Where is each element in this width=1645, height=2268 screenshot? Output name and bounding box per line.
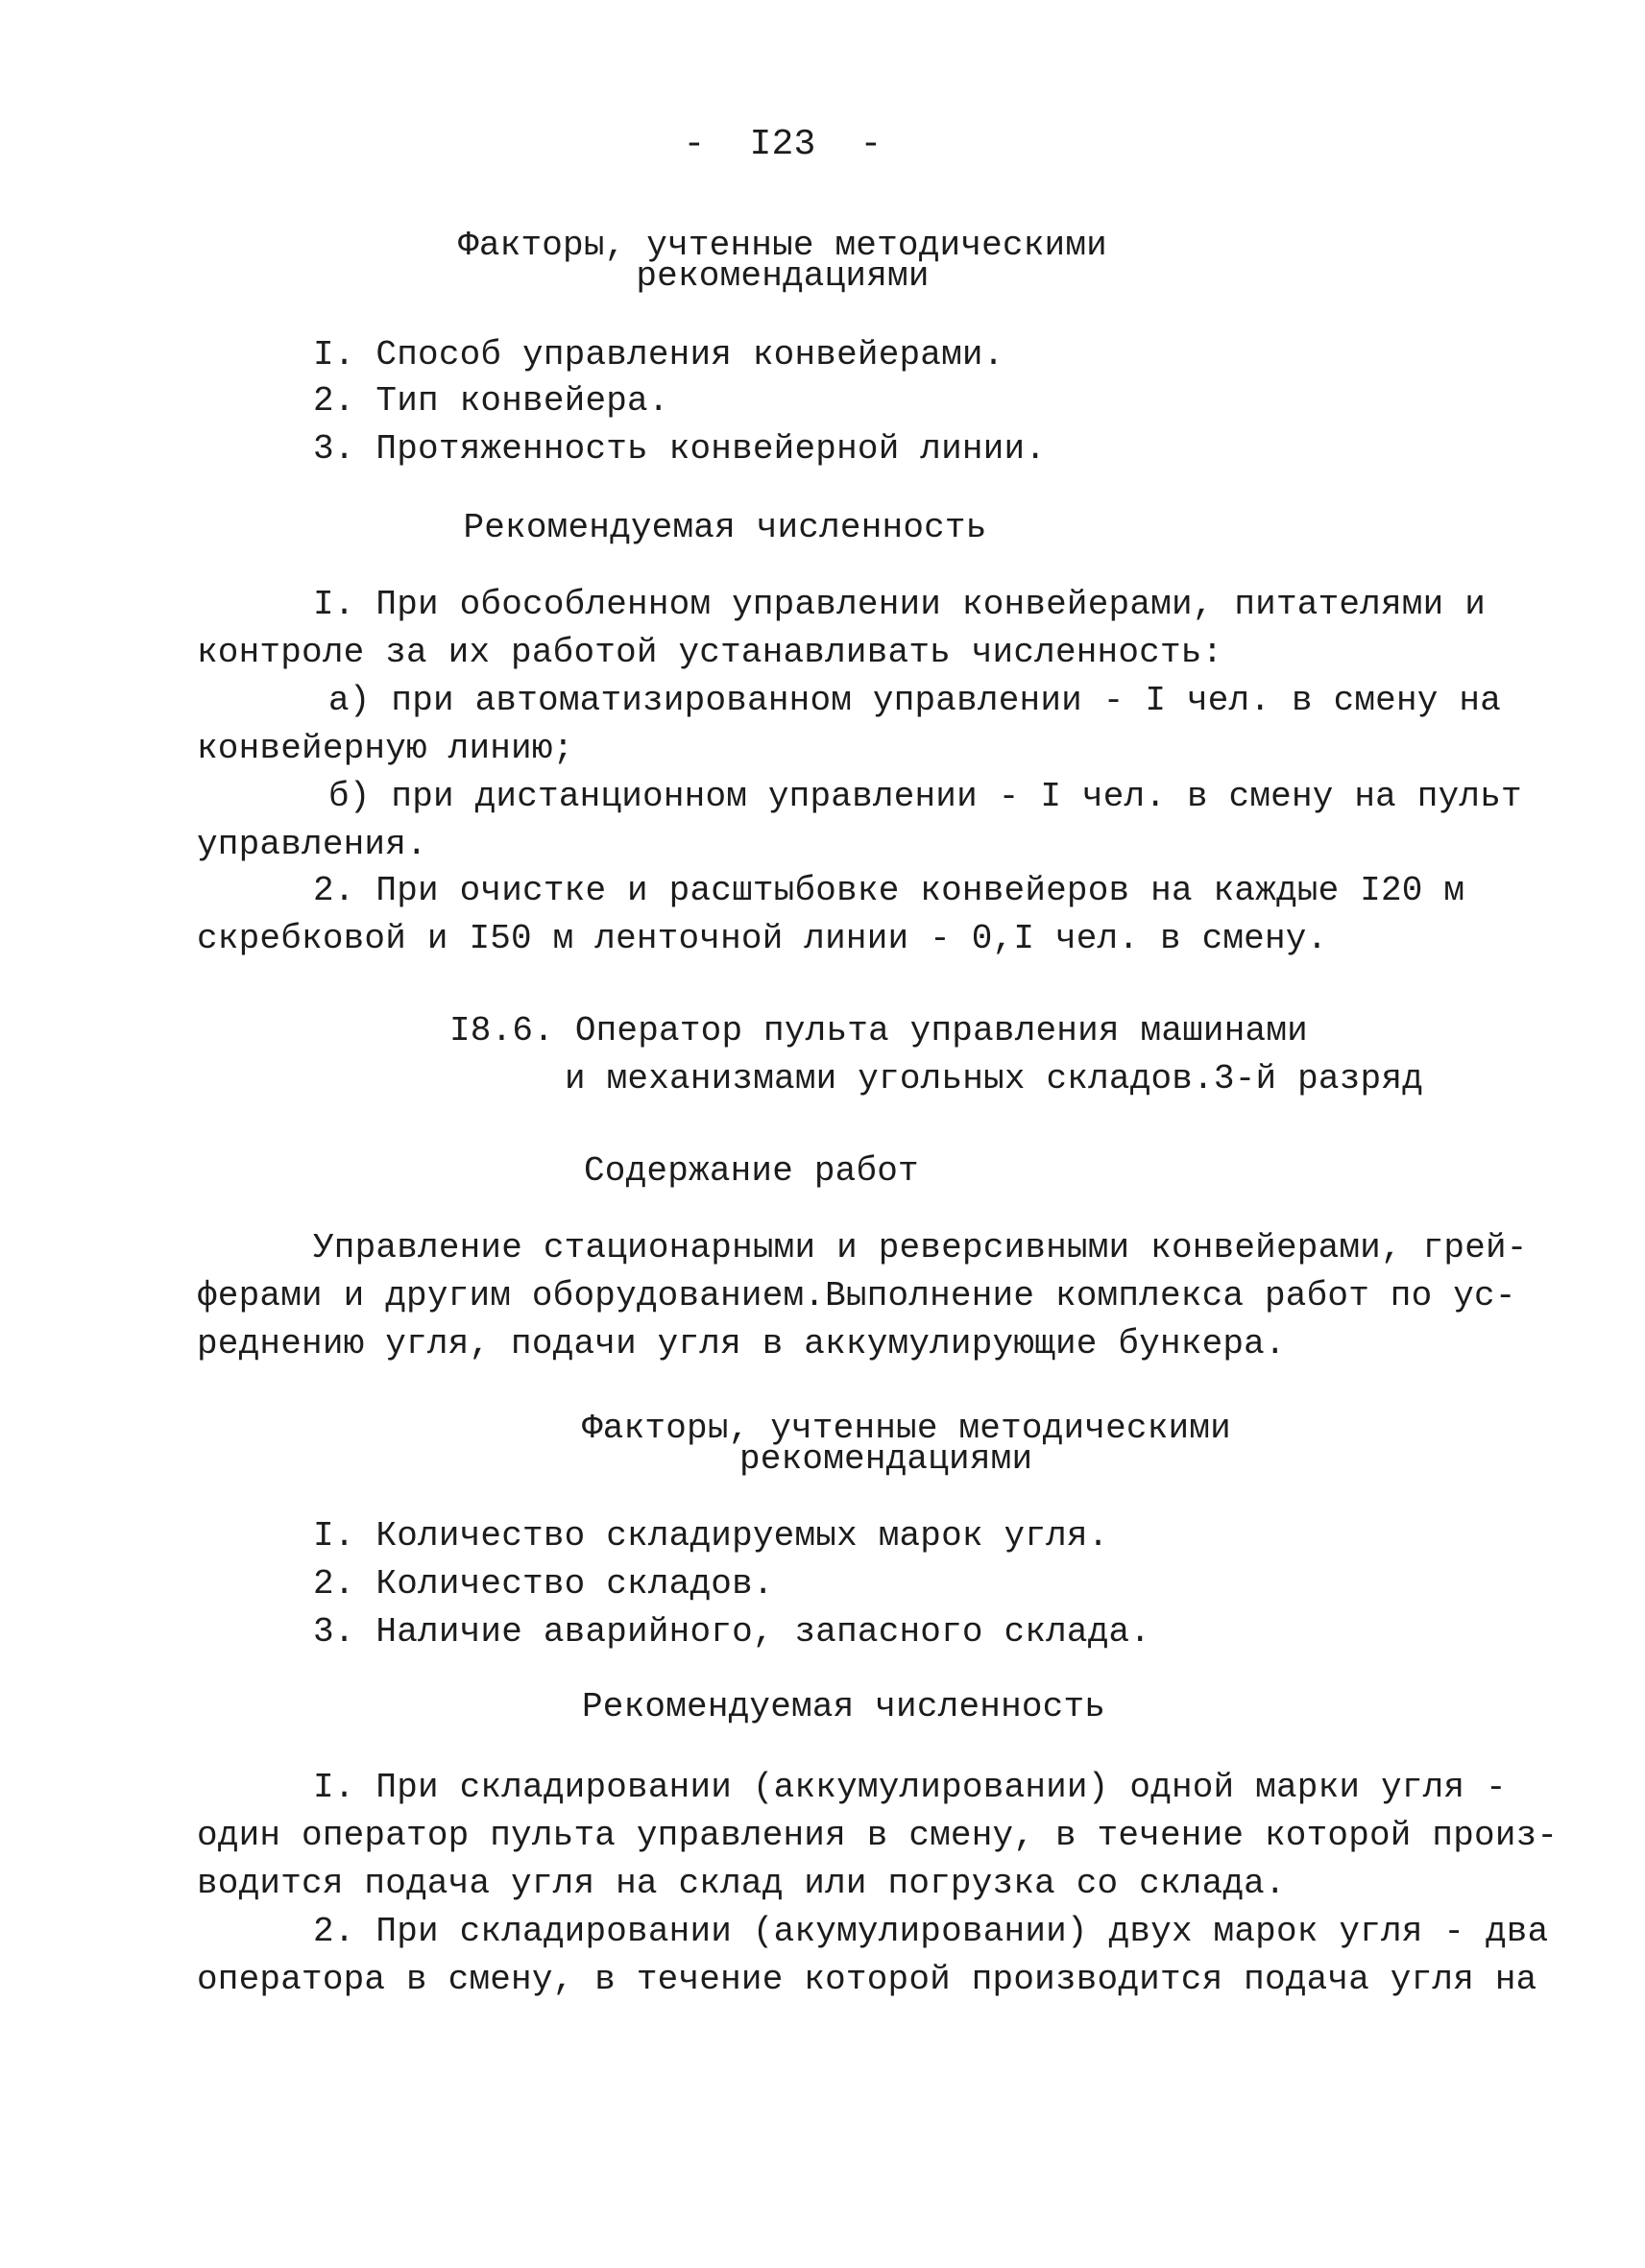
factors-heading-line-2: рекомендациями <box>739 1439 1033 1479</box>
section-title-line-1: I8.6. Оператор пульта управления машинами <box>449 1011 1308 1050</box>
recommendation-line: 2. При очистке и расштыбовке конвейеров на каждые I20 м <box>313 871 1465 910</box>
content-line: ферами и другим оборудованием.Выполнение комплекса работ по ус- <box>197 1276 1516 1315</box>
content-line: Управление стационарными и реверсивными конвейерами, грей- <box>313 1228 1528 1267</box>
recommendation-line: управления. <box>197 825 427 864</box>
recommendation-line: конвейерную линию; <box>197 729 574 768</box>
section-title-line-2: и механизмами угольных складов.3-й разряд <box>565 1059 1423 1098</box>
recommendation-line: оператора в смену, в течение которой производится подача угля на <box>197 1960 1537 1999</box>
factor-item: 3. Наличие аварийного, запасного склада. <box>313 1612 1151 1652</box>
factor-item: 3. Протяженность конвейерной линии. <box>313 429 1047 469</box>
recommendation-line: I. При обособленном управлении конвейерами, питателями и <box>313 585 1486 624</box>
recommendation-line: водится подача угля на склад или погрузка со склада. <box>197 1864 1286 1903</box>
recommendation-line: а) при автоматизированном управлении - I чел. в смену на <box>328 681 1501 720</box>
factors-heading-line-2: рекомендациями <box>636 256 930 296</box>
recommendation-line: скребковой и I50 м ленточной линии - 0,I чел. в смену. <box>197 919 1328 958</box>
recommended-heading: Рекомендуемая численность <box>463 508 987 547</box>
recommended-heading: Рекомендуемая численность <box>582 1687 1106 1726</box>
recommendation-line: контроле за их работой устанавливать численность: <box>197 633 1223 672</box>
page-number: - I23 - <box>683 124 883 165</box>
content-heading: Содержание работ <box>584 1151 919 1191</box>
content-line: реднению угля, подачи угля в аккумулирующие бункера. <box>197 1324 1286 1363</box>
factor-item: 2. Тип конвейера. <box>313 381 669 421</box>
recommendation-line: б) при дистанционном управлении - I чел. в смену на пульт <box>328 777 1522 816</box>
recommendation-line: I. При складировании (аккумулировании) одной марки угля - <box>313 1768 1507 1807</box>
factors-heading-line-1: Факторы, учтенные методическими <box>582 1409 1231 1448</box>
factors-heading-line-1: Факторы, учтенные методическими <box>458 226 1107 265</box>
factor-item: I. Способ управления конвейерами. <box>313 335 1004 374</box>
recommendation-line: один оператор пульта управления в смену, в течение которой произ- <box>197 1816 1559 1855</box>
factor-item: 2. Количество складов. <box>313 1564 774 1604</box>
recommendation-line: 2. При складировании (акумулировании) двух марок угля - два <box>313 1912 1549 1951</box>
factor-item: I. Количество складируемых марок угля. <box>313 1516 1109 1556</box>
